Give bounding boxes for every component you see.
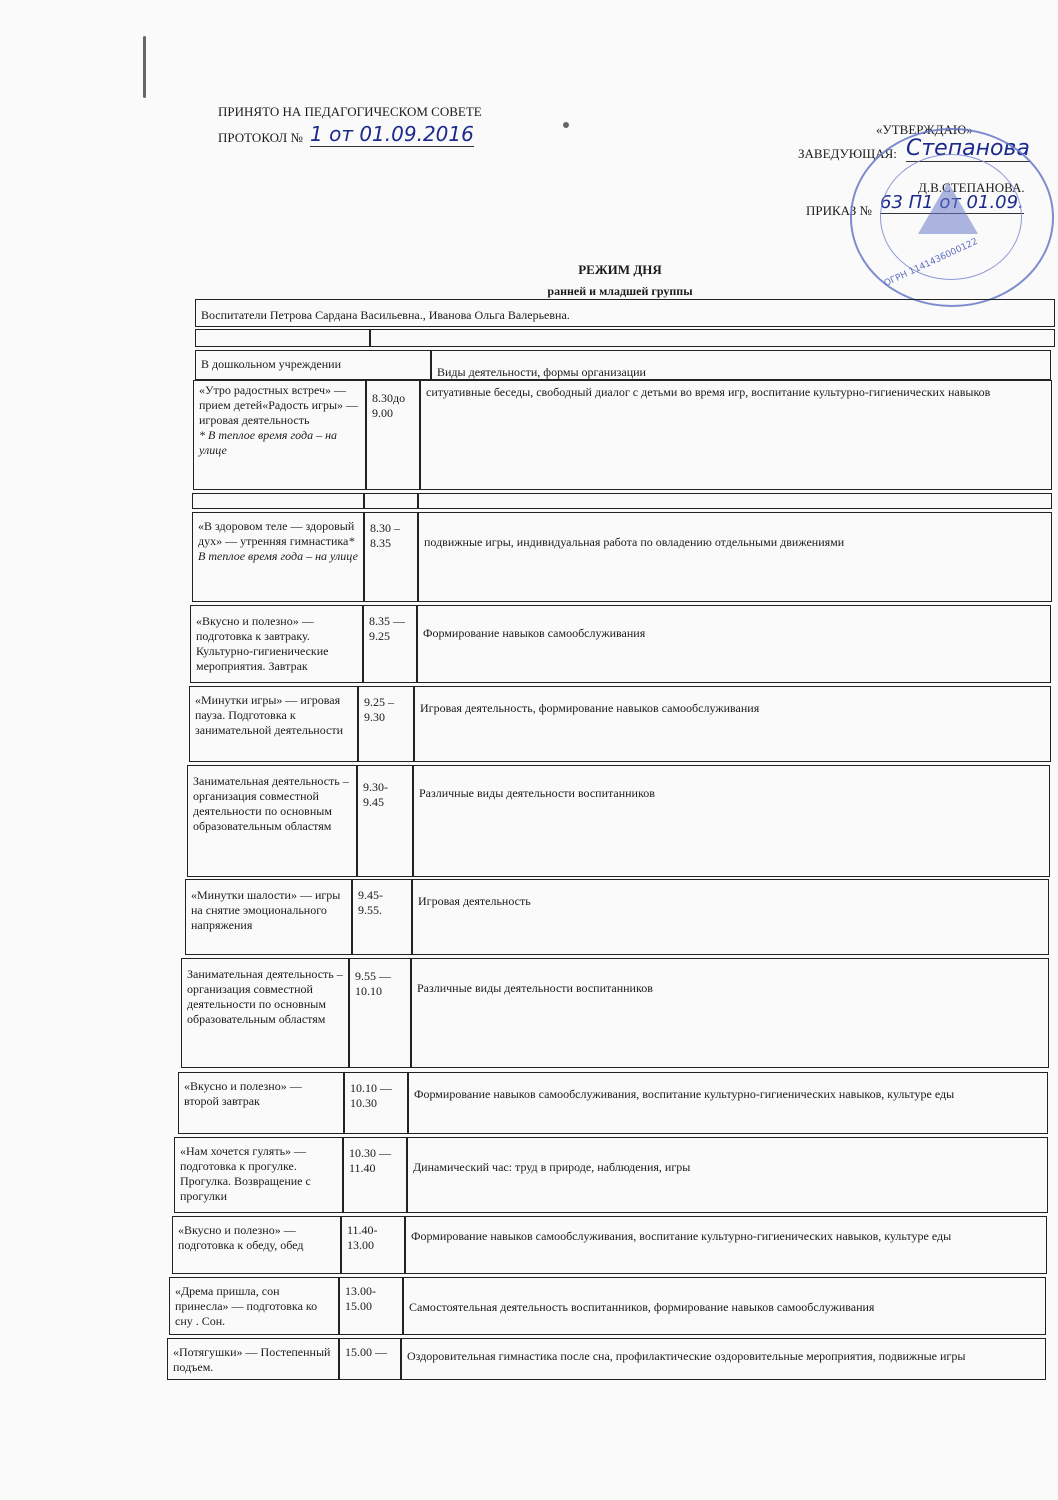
spacer-cell <box>370 329 1055 347</box>
table-row-time: 11.40- 13.00 <box>341 1216 405 1274</box>
table-row-name: «Утро радостных встреч» — прием детей«Радость игры» — игровая деятельность * В теплое время года – на улице <box>193 380 366 490</box>
table-row-desc: Формирование навыков самообслуживания, воспитание культурно-гигиенических навыков, культуре еды <box>408 1072 1048 1134</box>
col-header-institution: В дошкольном учреждении <box>195 350 431 380</box>
table-row-name: «Минутки игры» — игровая пауза. Подготовка к занимательной деятельности <box>189 686 358 762</box>
table-row-desc: Формирование навыков самообслуживания, воспитание культурно-гигиенических навыков, культуре еды <box>405 1216 1047 1274</box>
col-header-activities: Виды деятельности, формы организации <box>431 350 1051 380</box>
scan-dot <box>563 122 569 128</box>
table-row-desc: Различные виды деятельности воспитанников <box>411 958 1049 1068</box>
head-label: ЗАВЕДУЮЩАЯ: <box>798 146 897 161</box>
table-row-time: 9.55 — 10.10 <box>349 958 411 1068</box>
page-subtitle: ранней и младшей группы <box>547 284 693 298</box>
table-row-name: «Вкусно и полезно» — подготовка к обеду, обед <box>172 1216 341 1274</box>
stamp-text: ОГРН 1141436000122 <box>882 236 980 290</box>
order-label: ПРИКАЗ № <box>806 203 872 218</box>
order-handwritten: 63 П1 от 01.09. <box>880 192 1024 213</box>
table-row-time: 9.25 – 9.30 <box>358 686 414 762</box>
table-row-desc: подвижные игры, индивидуальная работа по овладению отдельными движениями <box>418 512 1052 602</box>
table-row-name: «В здоровом теле — здоровый дух» — утренняя гимнастика* В теплое время года – на улице <box>192 512 364 602</box>
table-row-desc: Динамический час: труд в природе, наблюдения, игры <box>407 1137 1048 1213</box>
table-row-time: 8.30до 9.00 <box>366 380 420 490</box>
protocol-handwritten: 1 от 01.09.2016 <box>310 122 474 146</box>
spacer-cell <box>192 493 364 509</box>
stamp-emblem-icon <box>918 182 978 234</box>
table-row-name: «Вкусно и полезно» — подготовка к завтраку. Культурно-гигиенические мероприятия. Завтрак <box>190 605 363 683</box>
table-row-desc: Формирование навыков самообслуживания <box>417 605 1051 683</box>
table-row-name: «Нам хочется гулять» — подготовка к прогулке. Прогулка. Возвращение с прогулки <box>174 1137 343 1213</box>
table-row-time: 10.30 — 11.40 <box>343 1137 407 1213</box>
spacer-cell <box>364 493 418 509</box>
table-row-name: «Вкусно и полезно» — второй завтрак <box>178 1072 344 1134</box>
table-row-name: «Дрема пришла, сон принесла» — подготовка ко сну . Сон. <box>169 1277 339 1335</box>
table-row-time: 13.00- 15.00 <box>339 1277 403 1335</box>
head-signature: Степанова <box>906 136 1030 161</box>
accepted-line: ПРИНЯТО НА ПЕДАГОГИЧЕСКОМ СОВЕТЕ <box>218 104 482 119</box>
teachers-row: Воспитатели Петрова Сардана Васильевна., Иванова Ольга Валерьевна. <box>195 299 1055 327</box>
page-title: РЕЖИМ ДНЯ <box>578 262 662 277</box>
scan-mark <box>143 36 146 98</box>
table-row-desc: Игровая деятельность, формирование навыков самообслуживания <box>414 686 1051 762</box>
table-row-time: 10.10 — 10.30 <box>344 1072 408 1134</box>
spacer-cell <box>195 329 370 347</box>
table-row-time: 9.45- 9.55. <box>352 879 412 955</box>
table-row-time: 15.00 — <box>339 1338 401 1380</box>
table-row-name: «Минутки шалости» — игры на снятие эмоционального напряжения <box>185 879 352 955</box>
approve-label: «УТВЕРЖДАЮ» <box>876 122 973 137</box>
head-name: Д.В.СТЕПАНОВА. <box>918 180 1025 195</box>
table-row-desc: Оздоровительная гимнастика после сна, профилактические оздоровительные мероприятия, подвижные игры <box>401 1338 1046 1380</box>
table-row-desc: ситуативные беседы, свободный диалог с детьми во время игр, воспитание культурно-гигиенических навыков <box>420 380 1052 490</box>
table-row-name: «Потягушки» — Постепенный подъем. <box>167 1338 339 1380</box>
table-row-desc: Различные виды деятельности воспитанников <box>413 765 1050 877</box>
table-row-desc: Самостоятельная деятельность воспитанников, формирование навыков самообслуживания <box>403 1277 1046 1335</box>
table-row-name: Занимательная деятельность – организация совместной деятельности по основным образовательным областям <box>181 958 349 1068</box>
table-row-name: Занимательная деятельность – организация совместной деятельности по основным образовательным областям <box>187 765 357 877</box>
table-row-time: 8.30 – 8.35 <box>364 512 418 602</box>
table-row-desc: Игровая деятельность <box>412 879 1049 955</box>
spacer-cell <box>418 493 1052 509</box>
table-row-time: 9.30- 9.45 <box>357 765 413 877</box>
table-row-time: 8.35 — 9.25 <box>363 605 417 683</box>
protocol-label: ПРОТОКОЛ № <box>218 130 303 145</box>
